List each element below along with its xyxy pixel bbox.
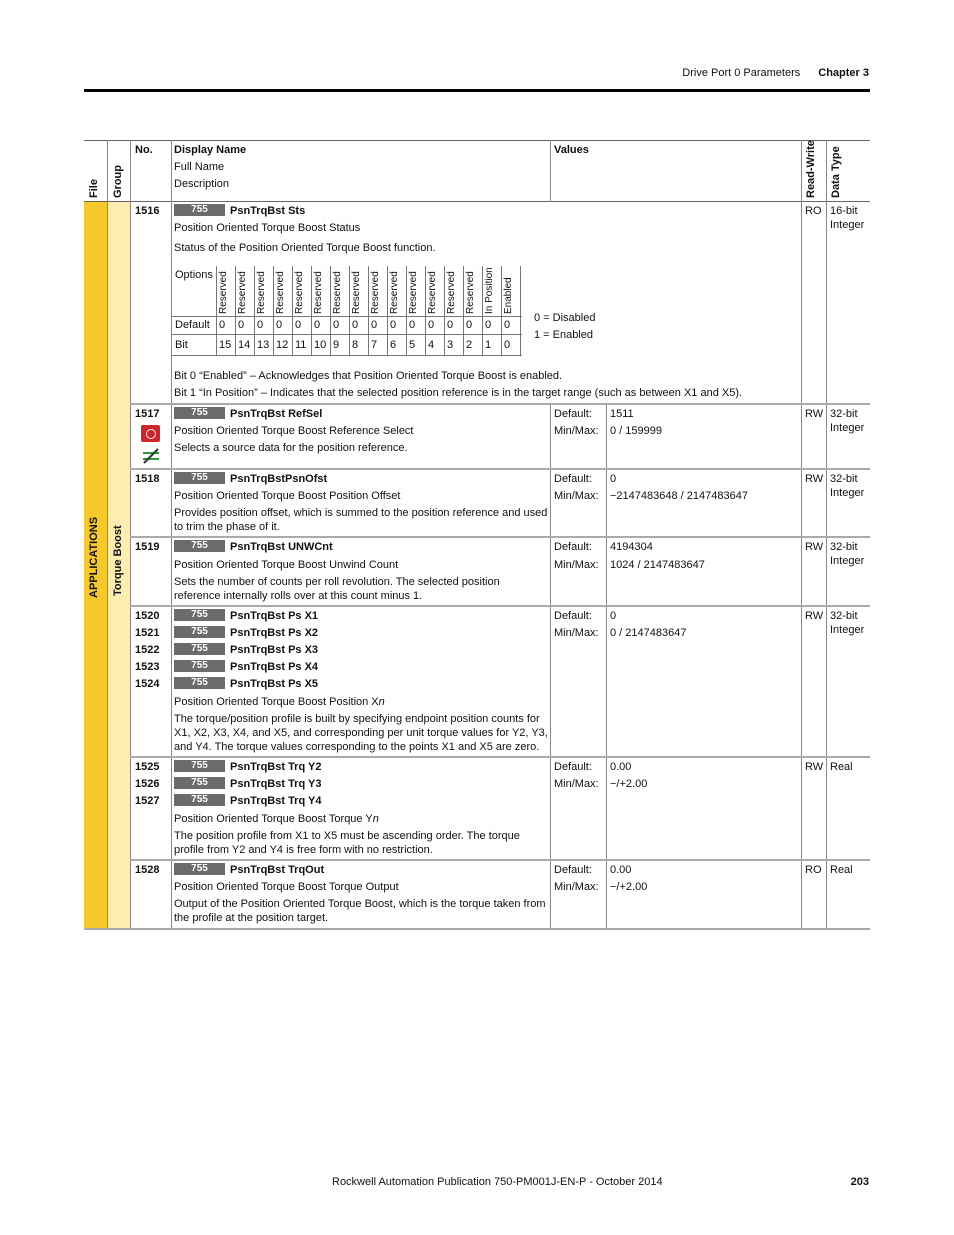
bit-option-label: Reserved bbox=[275, 271, 286, 314]
param-rw: RW bbox=[805, 408, 824, 420]
default-row-label: Default bbox=[175, 319, 210, 331]
bit-option-label: Enabled bbox=[503, 277, 514, 314]
bit-number: 7 bbox=[371, 339, 378, 351]
param-type-2: Integer bbox=[830, 487, 865, 499]
param-name: PsnTrqBst Trq Y3 bbox=[230, 778, 322, 790]
parameter-table bbox=[84, 140, 870, 932]
bit-default-value: 0 bbox=[504, 319, 511, 331]
param-number: 1519 bbox=[135, 541, 160, 553]
bit-default-value: 0 bbox=[219, 319, 226, 331]
header-data-type: Data Type bbox=[830, 146, 842, 198]
param-number: 1517 bbox=[135, 408, 160, 420]
param-number: 1524 bbox=[135, 678, 160, 690]
bit-option-label: In Position bbox=[484, 267, 495, 314]
bit-default-value: 0 bbox=[447, 319, 454, 331]
param-number: 1527 bbox=[135, 795, 160, 807]
bit-option-label: Reserved bbox=[313, 271, 324, 314]
param-type: 32-bit bbox=[830, 408, 858, 420]
bit-number: 9 bbox=[333, 339, 340, 351]
param-name: PsnTrqBst Ps X3 bbox=[230, 644, 319, 656]
param-number: 1516 bbox=[135, 205, 160, 217]
header-full-name: Full Name bbox=[174, 161, 225, 173]
chapter-label: Chapter 3 bbox=[818, 67, 869, 79]
drive-tag: 755 bbox=[174, 760, 225, 772]
minmax-label: Min/Max: bbox=[554, 627, 599, 639]
bit-number: 8 bbox=[352, 339, 359, 351]
bit-default-value: 0 bbox=[390, 319, 397, 331]
minmax-label: Min/Max: bbox=[554, 490, 599, 502]
minmax-value: −2147483648 / 2147483647 bbox=[610, 490, 748, 502]
bit-default-value: 0 bbox=[409, 319, 416, 331]
bit-option-label: Reserved bbox=[370, 271, 381, 314]
bit-number: 0 bbox=[504, 339, 511, 351]
bit-number: 10 bbox=[314, 339, 327, 351]
param-full-name: Position Oriented Torque Boost Unwind Count bbox=[174, 559, 399, 571]
param-rw: RW bbox=[805, 473, 824, 485]
param-full-name: Position Oriented Torque Boost Torque Yn bbox=[174, 813, 379, 825]
param-name: PsnTrqBst Sts bbox=[230, 205, 306, 217]
param-name: PsnTrqBst RefSel bbox=[230, 408, 323, 420]
param-full-name: Position Oriented Torque Boost Torque Output bbox=[174, 881, 399, 893]
param-name: PsnTrqBstPsnOfst bbox=[230, 473, 328, 485]
bit-number: 5 bbox=[409, 339, 416, 351]
link-icon bbox=[141, 447, 161, 465]
bit1-note: Bit 1 “In Position” – Indicates that the selected position reference is in the target range (such as between X1 and X5). bbox=[174, 387, 743, 399]
bit-default-value: 0 bbox=[257, 319, 264, 331]
minmax-value: −/+2.00 bbox=[610, 778, 648, 790]
default-label: Default: bbox=[554, 408, 592, 420]
param-name: PsnTrqBst Ps X1 bbox=[230, 610, 319, 622]
param-type: Real bbox=[830, 864, 853, 876]
bit-option-label: Reserved bbox=[351, 271, 362, 314]
param-type-2: Integer bbox=[830, 422, 865, 434]
bit-default-value: 0 bbox=[333, 319, 340, 331]
param-rw: RW bbox=[805, 761, 824, 773]
minmax-value: 1024 / 2147483647 bbox=[610, 559, 705, 571]
param-name: PsnTrqBst UNWCnt bbox=[230, 541, 333, 553]
bit-number: 6 bbox=[390, 339, 397, 351]
default-value: 4194304 bbox=[610, 541, 653, 553]
param-number: 1525 bbox=[135, 761, 160, 773]
param-type: 32-bit bbox=[830, 541, 858, 553]
header-description: Description bbox=[174, 178, 230, 190]
bit-number: 12 bbox=[276, 339, 289, 351]
minmax-label: Min/Max: bbox=[554, 778, 599, 790]
param-type-2: Integer bbox=[830, 219, 865, 231]
bit-option-label: Reserved bbox=[237, 271, 248, 314]
param-full-name: Position Oriented Torque Boost Reference Select bbox=[174, 425, 414, 437]
minmax-value: 0 / 2147483647 bbox=[610, 627, 687, 639]
minmax-label: Min/Max: bbox=[554, 425, 599, 437]
bit-number: 3 bbox=[447, 339, 454, 351]
header-read-write: Read-Write bbox=[805, 140, 817, 198]
bit-option-label: Reserved bbox=[427, 271, 438, 314]
param-full-name: Position Oriented Torque Boost Status bbox=[174, 222, 361, 234]
bit-number: 13 bbox=[257, 339, 270, 351]
param-name: PsnTrqBst TrqOut bbox=[230, 864, 325, 876]
header-rule bbox=[84, 89, 870, 92]
param-type: Real bbox=[830, 761, 853, 773]
minmax-label: Min/Max: bbox=[554, 559, 599, 571]
section-title: Drive Port 0 Parameters bbox=[682, 67, 801, 79]
drive-tag: 755 bbox=[174, 677, 225, 689]
param-full-name: Position Oriented Torque Boost Position Xn bbox=[174, 696, 385, 708]
param-number: 1521 bbox=[135, 627, 160, 639]
bit-number: 2 bbox=[466, 339, 473, 351]
bit-option-label: Reserved bbox=[465, 271, 476, 314]
header-display-name: Display Name bbox=[174, 144, 247, 156]
bit-number: 4 bbox=[428, 339, 435, 351]
param-type: 32-bit bbox=[830, 473, 858, 485]
bit-option-label: Reserved bbox=[294, 271, 305, 314]
drive-tag: 755 bbox=[174, 407, 225, 419]
param-number: 1523 bbox=[135, 661, 160, 673]
param-type: 32-bit bbox=[830, 610, 858, 622]
param-description: The position profile from X1 to X5 must be ascending order. The torque profile from Y2 and Y4 is free form with no restriction. bbox=[174, 830, 520, 856]
drive-tag: 755 bbox=[174, 777, 225, 789]
bit-default-value: 0 bbox=[238, 319, 245, 331]
default-value: 0 bbox=[610, 610, 617, 622]
page-number: 203 bbox=[850, 1176, 869, 1188]
bit-option-label: Reserved bbox=[256, 271, 267, 314]
param-type: 16-bit bbox=[830, 205, 858, 217]
bit-number: 14 bbox=[238, 339, 251, 351]
bit-option-label: Reserved bbox=[446, 271, 457, 314]
bit-number: 11 bbox=[295, 339, 307, 351]
bit-default-value: 0 bbox=[428, 319, 435, 331]
param-number: 1520 bbox=[135, 610, 160, 622]
bit-number: 1 bbox=[485, 339, 492, 351]
param-name: PsnTrqBst Trq Y2 bbox=[230, 761, 322, 773]
bit-default-value: 0 bbox=[314, 319, 321, 331]
header-values: Values bbox=[554, 144, 589, 156]
param-description: Status of the Position Oriented Torque Boost function. bbox=[174, 242, 436, 254]
drive-tag: 755 bbox=[174, 472, 225, 484]
default-label: Default: bbox=[554, 610, 592, 622]
default-value: 1511 bbox=[610, 408, 634, 420]
enabled-legend: 1 = Enabled bbox=[534, 329, 594, 341]
bit-option-label: Reserved bbox=[332, 271, 343, 314]
param-description: The torque/position profile is built by specifying endpoint position counts for X1, X2, X3, X4, and X5, and corresponding per unit torque values for Y2, Y3, and Y4. The torque values corresponding to the points X1 and X5 are zero. bbox=[174, 713, 548, 753]
param-number: 1526 bbox=[135, 778, 160, 790]
drive-tag: 755 bbox=[174, 660, 225, 672]
drive-tag: 755 bbox=[174, 794, 225, 806]
param-name: PsnTrqBst Ps X2 bbox=[230, 627, 319, 639]
param-description: Provides position offset, which is summed to the position reference and used to trim the phase of it. bbox=[174, 507, 548, 533]
param-number: 1528 bbox=[135, 864, 160, 876]
param-full-name: Position Oriented Torque Boost Position Offset bbox=[174, 490, 401, 502]
bit-number: 15 bbox=[219, 339, 232, 351]
default-label: Default: bbox=[554, 473, 592, 485]
drive-tag: 755 bbox=[174, 540, 225, 552]
drive-tag: 755 bbox=[174, 643, 225, 655]
param-rw: RW bbox=[805, 541, 824, 553]
param-number: 1518 bbox=[135, 473, 160, 485]
param-type-2: Integer bbox=[830, 555, 865, 567]
file-label: APPLICATIONS bbox=[88, 516, 100, 598]
bit-default-value: 0 bbox=[352, 319, 359, 331]
param-rw: RW bbox=[805, 610, 824, 622]
param-type-2: Integer bbox=[830, 624, 865, 636]
bit-row-label: Bit bbox=[175, 339, 188, 351]
bit-option-label: Reserved bbox=[408, 271, 419, 314]
bit-table bbox=[172, 266, 522, 358]
drive-tag: 755 bbox=[174, 609, 225, 621]
param-number: 1522 bbox=[135, 644, 160, 656]
footer-publication: Rockwell Automation Publication 750-PM001J-EN-P - October 2014 bbox=[332, 1176, 663, 1188]
param-name: PsnTrqBst Ps X5 bbox=[230, 678, 319, 690]
param-name: PsnTrqBst Trq Y4 bbox=[230, 795, 322, 807]
drive-tag: 755 bbox=[174, 626, 225, 638]
bit0-note: Bit 0 “Enabled” – Acknowledges that Position Oriented Torque Boost is enabled. bbox=[174, 370, 563, 382]
param-description: Sets the number of counts per roll revolution. The selected position reference internally rolls over at this count minus 1. bbox=[174, 576, 500, 602]
bit-option-label: Reserved bbox=[218, 271, 229, 314]
param-name: PsnTrqBst Ps X4 bbox=[230, 661, 319, 673]
default-value: 0 bbox=[610, 473, 617, 485]
bit-default-value: 0 bbox=[485, 319, 492, 331]
default-value: 0.00 bbox=[610, 864, 632, 876]
options-label: Options bbox=[175, 269, 213, 281]
param-description: Output of the Position Oriented Torque Boost, which is the torque taken from the profile at the position target. bbox=[174, 898, 546, 924]
group-label: Torque Boost bbox=[112, 525, 124, 596]
bit-default-value: 0 bbox=[276, 319, 283, 331]
minmax-label: Min/Max: bbox=[554, 881, 599, 893]
drive-tag: 755 bbox=[174, 204, 225, 216]
bit-default-value: 0 bbox=[371, 319, 378, 331]
bit-option-label: Reserved bbox=[389, 271, 400, 314]
bit-default-value: 0 bbox=[295, 319, 302, 331]
param-rw: RO bbox=[805, 205, 822, 217]
param-description: Selects a source data for the position reference. bbox=[174, 442, 408, 454]
bit-default-value: 0 bbox=[466, 319, 473, 331]
default-label: Default: bbox=[554, 541, 592, 553]
minmax-value: −/+2.00 bbox=[610, 881, 648, 893]
header-group: Group bbox=[112, 165, 124, 198]
param-rw: RO bbox=[805, 864, 822, 876]
minmax-value: 0 / 159999 bbox=[610, 425, 662, 437]
header-file: File bbox=[88, 179, 100, 198]
header-no: No. bbox=[135, 144, 153, 156]
disabled-legend: 0 = Disabled bbox=[534, 312, 596, 324]
running-header bbox=[682, 67, 869, 79]
default-label: Default: bbox=[554, 864, 592, 876]
drive-tag: 755 bbox=[174, 863, 225, 875]
stop-icon bbox=[141, 425, 160, 442]
default-label: Default: bbox=[554, 761, 592, 773]
default-value: 0.00 bbox=[610, 761, 632, 773]
